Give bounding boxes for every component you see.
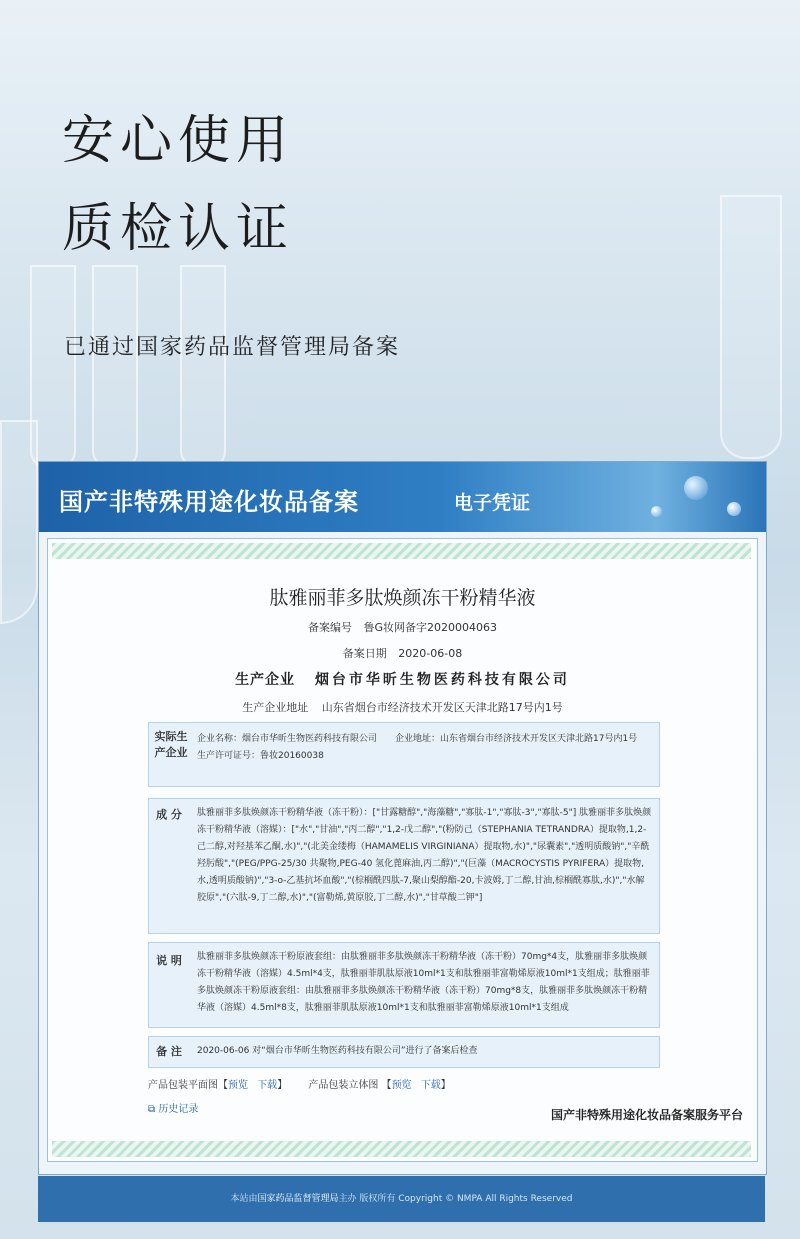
hero-title-line2: 质检认证	[62, 199, 295, 259]
certificate-header	[39, 462, 766, 532]
notes-section	[148, 942, 660, 1028]
record-date: 2020-06-08	[398, 647, 463, 660]
molecule-icon	[727, 502, 741, 516]
flask-decoration	[0, 420, 38, 624]
solid-image-label: 产品包装立体图 【	[308, 1080, 392, 1091]
section-label: 成 分	[156, 808, 182, 821]
producer-address-row	[48, 699, 757, 715]
section-text: 肽雅丽菲多肽焕颜冻干粉精华液（冻干粉）：["甘露糖醇","海藻糖","寡肽-1","寡肽-3","寡肽-5"] 肽雅丽菲多肽焕颜冻干粉精华液（溶媒）：["水","甘油","丙二醇","1,2-戊二醇","(粉防己（STEPHANIA TETRANDRA）提取物,1,2-己二醇,对羟基苯乙酮,水)","(北美金缕梅（HAMAMELIS VIRGINIANA）提取物,水)","尿囊素","透明质酸钠","辛酰羟肟酸","(PEG/PPG-25/30 共聚物,PEG-40 氢化蓖麻油,丙二醇)","(巨藻（MACROCYSTIS PYRIFERA）提取物,水,透明质酸钠)","3-o-乙基抗坏血酸","(棕榈酰四肽-7,聚山梨醇酯-20,卡波姆,丁二醇,甘油,棕榈酰寡肽,水)","水解胶原","(六肽-9,丁二醇,水)","(富勒烯,黄原胶,丁二醇,水)","甘草酸二钾"]	[197, 808, 652, 903]
section-text: 企业名称：烟台市华昕生物医药科技有限公司 企业地址：山东省烟台市经济技术开发区天津北路17号内1号 生产许可证号：鲁妆20160038	[197, 734, 647, 761]
remark-section	[148, 1036, 660, 1068]
section-label: 实际生产企业	[154, 730, 188, 759]
plane-image-label: 产品包装平面图【	[148, 1080, 228, 1091]
section-text: 肽雅丽菲多肽焕颜冻干粉原液套组：由肽雅丽菲多肽焕颜冻干粉精华液（冻干粉）70mg*4支，肽雅丽菲多肽焕颜冻干粉精华液（溶媒）4.5ml*4支，肽雅丽菲肌肽原液10ml*1支和肽雅丽菲富勒烯原液10ml*1支组成；肽雅丽菲多肽焕颜冻干粉原液套组：由肽雅丽菲多肽焕颜冻干粉精华液（冻干粉）70mg*8支，肽雅丽菲多肽焕颜冻干粉精华液（溶媒）4.5ml*8支，肽雅丽菲肌肽原液10ml*1支和肽雅丽菲富勒烯原液10ml*1支组成	[197, 952, 650, 1013]
test-tube-decoration	[92, 265, 138, 469]
product-name: 肽雅丽菲多肽焕颜冻干粉精华液	[269, 587, 536, 609]
history-link[interactable]: 历史记录	[158, 1104, 199, 1115]
producer-name: 烟台市华昕生物医药科技有限公司	[314, 672, 570, 688]
producer-row	[48, 669, 757, 689]
certificate-header-subtitle: 电子凭证	[454, 492, 531, 514]
ingredients-section	[148, 798, 660, 934]
certificate-header-title: 国产非特殊用途化妆品备案	[59, 488, 359, 516]
record-date-label: 备案日期	[342, 647, 387, 660]
record-number-label: 备案编号	[307, 621, 352, 634]
package-links-row	[148, 1076, 451, 1091]
footer	[38, 1176, 765, 1222]
molecule-icon	[684, 476, 708, 500]
history-icon: ⧉	[148, 1104, 156, 1115]
actual-producer-section	[148, 722, 660, 787]
section-text: 2020-06-06 对“烟台市华昕生物医药科技有限公司”进行了备案后检查	[197, 1046, 478, 1056]
certificate-body	[47, 538, 758, 1162]
platform-name: 国产非特殊用途化妆品备案服务平台	[550, 1108, 743, 1122]
footer-org: 国家药品监督管理局	[257, 1194, 339, 1204]
producer-address-label: 生产企业地址	[242, 701, 309, 714]
producer-label: 生产企业	[235, 672, 296, 688]
solid-preview-link[interactable]: 预览	[391, 1080, 412, 1091]
bracket-close: 】	[440, 1080, 451, 1091]
test-tube-decoration	[180, 265, 226, 469]
section-label: 说 明	[156, 954, 182, 967]
molecule-icon	[651, 506, 662, 517]
plane-preview-link[interactable]: 预览	[228, 1080, 248, 1091]
hero-subtitle: 已通过国家药品监督管理局备案	[64, 335, 401, 360]
footer-suffix: 主办 版权所有 Copyright © NMPA All Rights Reserved	[338, 1194, 573, 1204]
solid-download-link[interactable]: 下载	[420, 1080, 441, 1091]
hero-title-line1: 安心使用	[62, 111, 295, 171]
decorative-border-top	[52, 543, 751, 559]
bracket-close: 】	[277, 1080, 288, 1091]
plane-download-link[interactable]: 下载	[257, 1080, 278, 1091]
decorative-border-bottom	[52, 1141, 751, 1157]
record-date-row	[48, 645, 757, 661]
certificate	[38, 461, 767, 1175]
history-link-row[interactable]	[148, 1100, 198, 1115]
record-number: 鲁G妆网备字2020004063	[363, 621, 497, 634]
record-number-row	[48, 619, 757, 635]
beaker-decoration	[720, 195, 782, 459]
footer-prefix: 本站由	[230, 1194, 258, 1204]
section-label: 备 注	[156, 1045, 182, 1058]
producer-address: 山东省烟台市经济技术开发区天津北路17号内1号	[321, 701, 563, 714]
